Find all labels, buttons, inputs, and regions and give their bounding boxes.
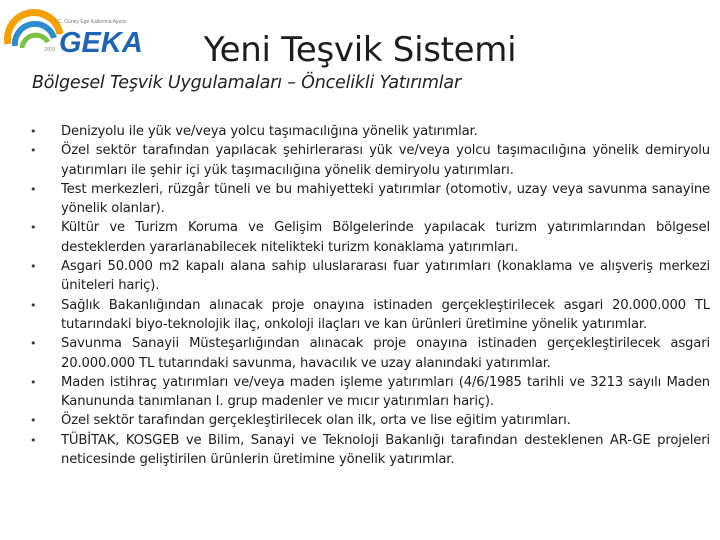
slide-subtitle: Bölgesel Teşvik Uygulamaları – Öncelikli Yatırımlar [32, 73, 461, 93]
logo-tagline: T.C. Güney Ege Kalkınma Ajansı [54, 19, 127, 25]
bullet-marker: • [30, 221, 37, 235]
bullet-item [30, 141, 710, 180]
bullet-marker: • [30, 433, 37, 447]
bullet-text: Test merkezleri, rüzgâr tüneli ve bu mahiyetteki yatırımlar (otomotiv, uzay veya savunma sanayine yönelik olanlar). [61, 181, 710, 217]
bullet-item [30, 411, 710, 430]
bullet-text: TÜBİTAK, KOSGEB ve Bilim, Sanayi ve Teknoloji Bakanlığı tarafından desteklenen AR-GE projeleri neticesinde geliştirilen ürünlerin üretimine yönelik yatırımlar. [61, 432, 710, 468]
bullet-text: Denizyolu ile yük ve/veya yolcu taşımacılığına yönelik yatırımlar. [61, 124, 478, 139]
bullet-item [30, 373, 710, 412]
bullet-item [30, 218, 710, 257]
bullet-text: Kültür ve Turizm Koruma ve Gelişim Bölgelerinde yapılacak turizm yatırımlarından bölgesel desteklerden yararlanabilecek nitelikteki turizm konaklama yatırımları. [61, 220, 710, 255]
bullet-text: Sağlık Bakanlığından alınacak proje onayına istinaden gerçekleştirilecek asgari 20.000.000 TL tutarındaki biyo-teknolojik ilaç, onkoloji ilaçları ve kan ürünleri üretimine yönelik yatırımlar. [61, 297, 710, 332]
bullet-list [30, 122, 710, 469]
slide-title: Yeni Teşvik Sistemi [203, 30, 517, 70]
bullet-text: Özel sektör tarafından gerçekleştirilecek olan ilk, orta ve lise eğitim yatırımları. [61, 413, 571, 429]
bullet-text: Özel sektör tarafından yapılacak şehirlerarası yük ve/veya yolcu taşımacılığına yönelik demiryolu yatırımları ile şehir içi yük taşımacılığına yönelik demiryolu yatırımları. [61, 143, 710, 178]
bullet-item [30, 257, 710, 296]
bullet-text: Asgari 50.000 m2 kapalı alana sahip uluslararası fuar yatırımları (konaklama ve alışveriş merkezi üniteleri hariç). [61, 259, 710, 294]
bullet-text: Maden istihraç yatırımları ve/veya maden işleme yatırımları (4/6/1985 tarihli ve 3213 sayılı Maden Kanununda tanımlanan I. grup madenler ve mıcır yatırımları hariç). [61, 374, 710, 410]
bullet-text: Savunma Sanayii Müsteşarlığından alınacak proje onayına istinaden gerçekleştirilecek asgari 20.000.000 TL tutarındaki savunma, havacılık ve uzay alanındaki yatırımlar. [61, 336, 710, 371]
bullet-item [30, 431, 710, 470]
bullet-marker: • [30, 260, 37, 274]
bullet-item [30, 296, 710, 335]
logo-wordmark: GEKA [59, 27, 143, 59]
logo-year: 2009 [44, 47, 56, 53]
bullet-marker: • [30, 414, 37, 428]
bullet-marker: • [30, 298, 37, 312]
bullet-marker: • [30, 144, 37, 158]
bullet-marker: • [30, 182, 37, 196]
bullet-marker: • [30, 375, 37, 389]
bullet-item [30, 180, 710, 219]
bullet-marker: • [30, 125, 37, 138]
bullet-item [30, 334, 710, 373]
bullet-item [30, 122, 710, 141]
bullet-marker: • [30, 337, 37, 351]
